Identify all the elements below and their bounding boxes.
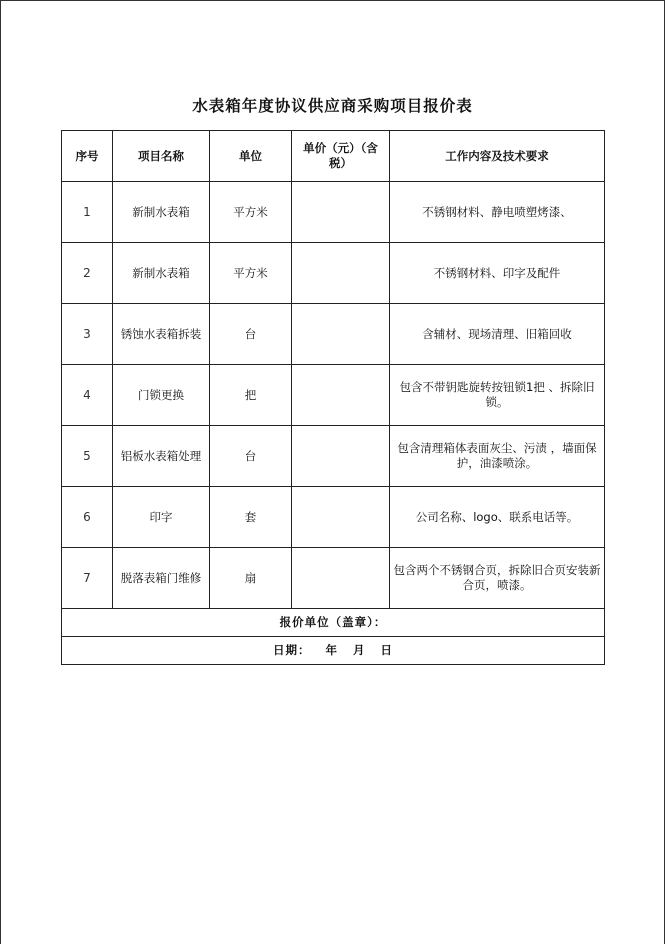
- cell-unit-price[interactable]: [292, 548, 390, 609]
- header-unit-price: 单价（元）（含税）: [292, 131, 390, 182]
- cell-item-name: 印字: [113, 487, 210, 548]
- cell-work-content: 包含清理箱体表面灰尘、污渍 ，墙面保护，油漆喷涂。: [390, 426, 605, 487]
- cell-seq: 2: [62, 243, 113, 304]
- cell-unit-price[interactable]: [292, 365, 390, 426]
- cell-work-content: 公司名称、logo、联系电话等。: [390, 487, 605, 548]
- cell-seq: 4: [62, 365, 113, 426]
- cell-item-name: 铝板水表箱处理: [113, 426, 210, 487]
- table-row: [62, 304, 605, 365]
- table-row: [62, 365, 605, 426]
- header-unit: 单位: [210, 131, 292, 182]
- cell-unit: 把: [210, 365, 292, 426]
- cell-item-name: 脱落表箱门维修: [113, 548, 210, 609]
- cell-unit: 扇: [210, 548, 292, 609]
- cell-unit-price[interactable]: [292, 182, 390, 243]
- cell-seq: 1: [62, 182, 113, 243]
- header-work-content: 工作内容及技术要求: [390, 131, 605, 182]
- cell-unit: 台: [210, 304, 292, 365]
- footer-quote-unit-row: [62, 609, 605, 637]
- table-row: [62, 243, 605, 304]
- quote-table: [61, 130, 605, 665]
- table-body: [62, 182, 605, 609]
- table-header-row: [62, 131, 605, 182]
- cell-item-name: 门锁更换: [113, 365, 210, 426]
- cell-unit: 套: [210, 487, 292, 548]
- cell-unit-price[interactable]: [292, 426, 390, 487]
- cell-work-content: 包含不带钥匙旋转按钮锁1把 、拆除旧锁。: [390, 365, 605, 426]
- date-label: 日期： 年 月 日: [62, 637, 605, 665]
- cell-work-content: 不锈钢材料、静电喷塑烤漆、: [390, 182, 605, 243]
- cell-item-name: 新制水表箱: [113, 182, 210, 243]
- cell-unit-price[interactable]: [292, 487, 390, 548]
- table-row: [62, 487, 605, 548]
- cell-work-content: 含辅材、现场清理、旧箱回收: [390, 304, 605, 365]
- cell-seq: 5: [62, 426, 113, 487]
- header-seq: 序号: [62, 131, 113, 182]
- cell-item-name: 锈蚀水表箱拆装: [113, 304, 210, 365]
- page-title: 水表箱年度协议供应商采购项目报价表: [192, 97, 473, 115]
- footer-date-row: [62, 637, 605, 665]
- quote-unit-label: 报价单位（盖章）：: [62, 609, 605, 637]
- cell-seq: 3: [62, 304, 113, 365]
- cell-seq: 7: [62, 548, 113, 609]
- table-row: [62, 426, 605, 487]
- cell-seq: 6: [62, 487, 113, 548]
- cell-unit-price[interactable]: [292, 304, 390, 365]
- cell-item-name: 新制水表箱: [113, 243, 210, 304]
- cell-unit: 台: [210, 426, 292, 487]
- cell-work-content: 包含两个不锈钢合页，拆除旧合页安装新合页，喷漆。: [390, 548, 605, 609]
- table-row: [62, 548, 605, 609]
- header-item-name: 项目名称: [113, 131, 210, 182]
- cell-work-content: 不锈钢材料、印字及配件: [390, 243, 605, 304]
- cell-unit: 平方米: [210, 243, 292, 304]
- table-row: [62, 182, 605, 243]
- cell-unit: 平方米: [210, 182, 292, 243]
- cell-unit-price[interactable]: [292, 243, 390, 304]
